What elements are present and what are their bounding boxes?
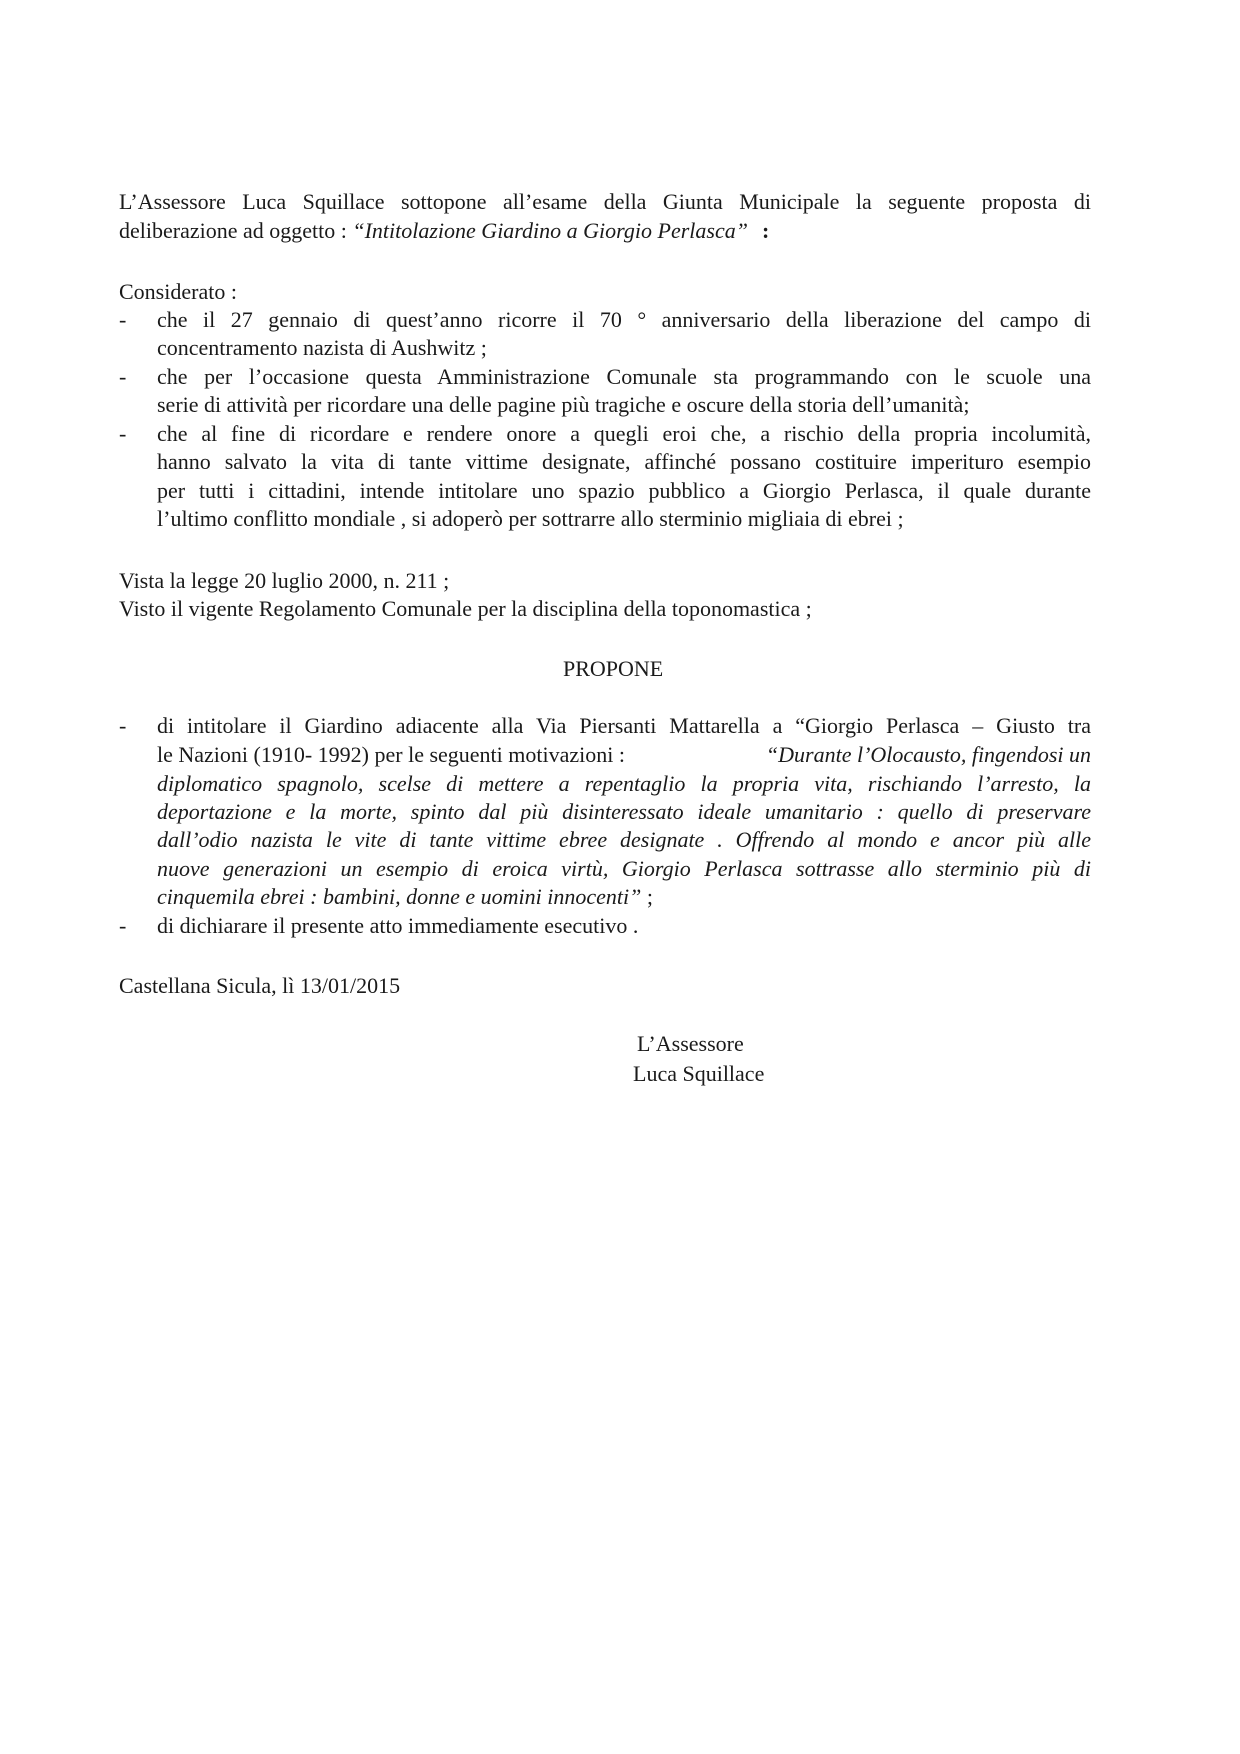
propone-heading: PROPONE [563, 656, 664, 681]
considerato-item-3-line-1: che al fine di ricordare e rendere onore a quegli eroi che, a rischio della propria incolumità, [157, 421, 1091, 446]
bullet-dash: - [119, 913, 127, 938]
vista-line-1: Vista la legge 20 luglio 2000, n. 211 ; [119, 568, 450, 593]
bullet-dash: - [119, 364, 127, 389]
considerato-item-1-line-2: concentramento nazista di Aushwitz ; [157, 335, 487, 360]
bullet-dash: - [119, 713, 127, 738]
motivazioni-line-1: diplomatico spagnolo, scelse di mettere a repentaglio la propria vita, rischiando l’arresto, la [157, 771, 1091, 796]
motivazioni-intro: le Nazioni (1910- 1992) per le seguenti motivazioni : [157, 742, 631, 767]
propone-item-1-line-2 [157, 741, 1091, 769]
signature-name: Luca Squillace [633, 1061, 765, 1086]
considerato-item-2-line-1: che per l’occasione questa Amministrazione Comunale sta programmando con le scuole una [157, 364, 1091, 389]
bullet-dash: - [119, 307, 127, 332]
considerato-heading: Considerato : [119, 279, 237, 304]
considerato-item-2-line-2: serie di attività per ricordare una delle pagine più tragiche e oscure della storia dell’umanità; [157, 392, 970, 417]
motivazioni-line-3: dall’odio nazista le vite di tante vittime ebree designate . Offrendo al mondo e ancor più alle [157, 827, 1091, 852]
considerato-item-3-line-4: l’ultimo conflitto mondiale , si adoperò per sottrarre allo sterminio migliaia di ebrei ; [157, 506, 904, 531]
intro-line-1: L’Assessore Luca Squillace sottopone all’esame della Giunta Municipale la seguente proposta di [119, 189, 1091, 214]
motivazioni-quote-end: cinquemila ebrei : bambini, donne e uomini innocenti” [157, 884, 642, 909]
deliberation-subject: “Intitolazione Giardino a Giorgio Perlasca” [352, 218, 748, 243]
motivazioni-quote-start: “Durante l’Olocausto, fingendosi un [765, 742, 1091, 767]
considerato-item-3-line-3: per tutti i cittadini, intende intitolare uno spazio pubblico a Giorgio Perlasca, il quale durante [157, 478, 1091, 503]
intro-prefix: deliberazione ad oggetto : [119, 218, 353, 243]
considerato-item-1-line-1: che il 27 gennaio di quest’anno ricorre il 70 ° anniversario della liberazione del campo di [157, 307, 1091, 332]
intro-line-2 [119, 217, 769, 245]
considerato-item-3-line-2: hanno salvato la vita di tante vittime designate, affinché possano costituire imperituro esempio [157, 449, 1091, 474]
motivazioni-line-2: deportazione e la morte, spinto dal più disinteressato ideale umanitario : quello di preservare [157, 799, 1091, 824]
motivazioni-line-4: nuove generazioni un esempio di eroica virtù, Giorgio Perlasca sottrasse allo sterminio più di [157, 856, 1091, 881]
signature-title: L’Assessore [637, 1031, 744, 1056]
bullet-dash: - [119, 421, 127, 446]
motivazioni-terminator: ; [641, 884, 653, 909]
intro-colon: : [761, 218, 770, 243]
vista-line-2: Visto il vigente Regolamento Comunale per la disciplina della toponomastica ; [119, 596, 812, 621]
propone-item-2: di dichiarare il presente atto immediamente esecutivo . [157, 913, 639, 938]
propone-item-1-line-1: di intitolare il Giardino adiacente alla Via Piersanti Mattarella a “Giorgio Perlasca – Giusto tra [157, 713, 1091, 738]
place-date: Castellana Sicula, lì 13/01/2015 [119, 973, 401, 998]
motivazioni-last-line [157, 883, 653, 911]
